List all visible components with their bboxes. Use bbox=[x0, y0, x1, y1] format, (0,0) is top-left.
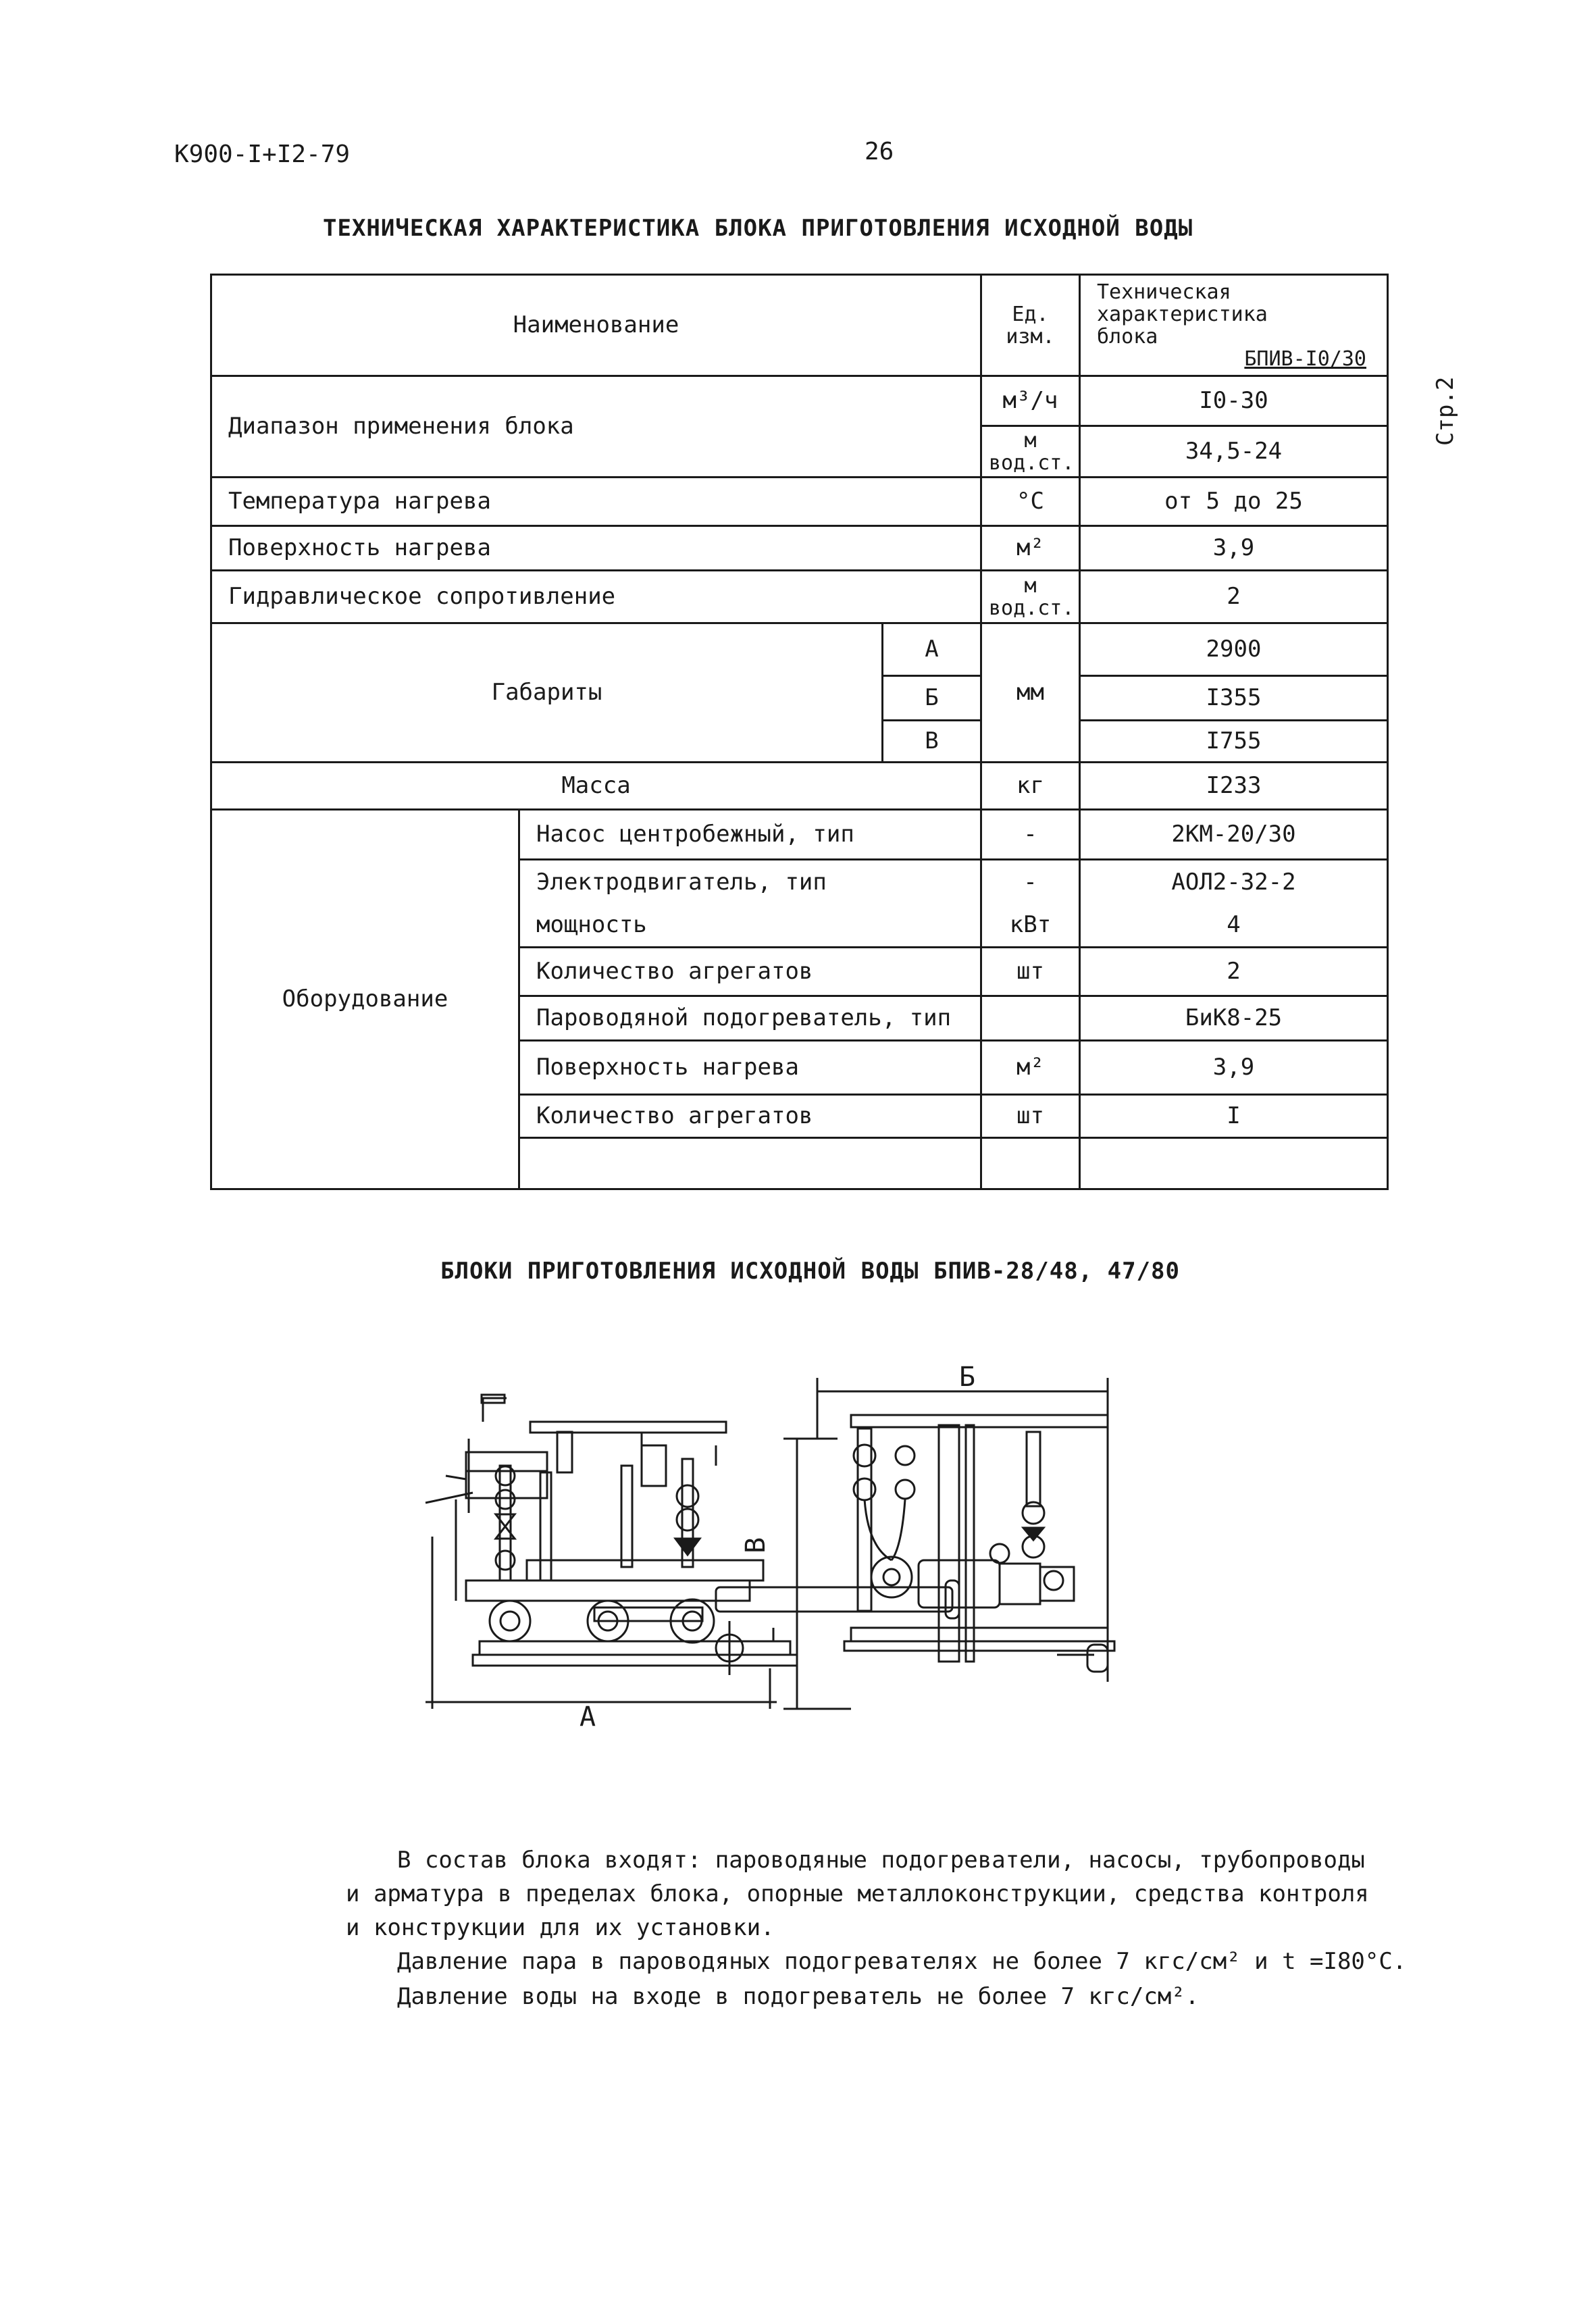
front-view-drawing bbox=[783, 1378, 1114, 1709]
equip-label: Оборудование bbox=[211, 810, 519, 1189]
dimension-label-a: А bbox=[580, 1701, 596, 1732]
table-row bbox=[211, 376, 1388, 426]
heater-count-value: I bbox=[1080, 1095, 1388, 1138]
technical-drawing bbox=[243, 1358, 1148, 1736]
dims-a-label: А bbox=[883, 623, 981, 676]
units-count-label: Количество агрегатов bbox=[519, 948, 981, 996]
dims-unit: мм bbox=[981, 623, 1080, 763]
empty-cell bbox=[981, 1138, 1080, 1189]
page-number: 26 bbox=[865, 138, 894, 165]
table-row bbox=[211, 763, 1388, 810]
section-subtitle: БЛОКИ ПРИГОТОВЛЕНИЯ ИСХОДНОЙ ВОДЫ БПИВ-28/48, 47/80 bbox=[440, 1258, 1180, 1285]
heater-surface-unit: м² bbox=[981, 1041, 1080, 1095]
mass-unit: кг bbox=[981, 763, 1080, 810]
dimension-label-v: В bbox=[740, 1537, 771, 1553]
hydraulic-label: Гидравлическое сопротивление bbox=[211, 571, 981, 623]
empty-cell bbox=[1080, 1138, 1388, 1189]
heater-label: Пароводяной подогреватель, тип bbox=[519, 996, 981, 1041]
table-row bbox=[211, 571, 1388, 623]
heater-value: БиК8-25 bbox=[1080, 996, 1388, 1041]
header-spec-text: Техническая характеристика блока bbox=[1097, 280, 1268, 349]
body-line-5: Давление воды на входе в подогреватель не более 7 кгс/см². bbox=[397, 1983, 1200, 2010]
temp-value: от 5 до 25 bbox=[1080, 478, 1388, 526]
power-label: мощность bbox=[519, 904, 981, 948]
heater-surface-label: Поверхность нагрева bbox=[519, 1041, 981, 1095]
temp-unit: °C bbox=[981, 478, 1080, 526]
mass-label: Масса bbox=[211, 763, 981, 810]
range-unit-1: м³/ч bbox=[981, 376, 1080, 426]
range-unit-2: м вод.ст. bbox=[981, 426, 1080, 478]
dimension-label-b: Б bbox=[959, 1362, 976, 1393]
empty-cell bbox=[519, 1138, 981, 1189]
header-spec bbox=[1080, 275, 1388, 376]
table-row bbox=[211, 526, 1388, 571]
side-view-drawing bbox=[426, 1395, 959, 1709]
units-count-value: 2 bbox=[1080, 948, 1388, 996]
body-line-2: и арматура в пределах блока, опорные металлоконструкции, средства контроля bbox=[346, 1880, 1369, 1907]
table-row bbox=[211, 478, 1388, 526]
range-label: Диапазон применения блока bbox=[211, 376, 981, 478]
motor-value: АОЛ2-32-2 bbox=[1080, 860, 1388, 904]
header-spec-model: БПИВ-I0/30 bbox=[1244, 347, 1366, 371]
heater-count-unit: шт bbox=[981, 1095, 1080, 1138]
power-unit: кВт bbox=[981, 904, 1080, 948]
units-count-unit: шт bbox=[981, 948, 1080, 996]
hydraulic-unit: м вод.ст. bbox=[981, 571, 1080, 623]
heater-surface-value: 3,9 bbox=[1080, 1041, 1388, 1095]
motor-label: Электродвигатель, тип bbox=[519, 860, 981, 904]
document-code: К900-I+I2-79 bbox=[174, 140, 351, 168]
surface-label: Поверхность нагрева bbox=[211, 526, 981, 571]
power-value: 4 bbox=[1080, 904, 1388, 948]
dims-b-value: I355 bbox=[1080, 676, 1388, 721]
header-name: Наименование bbox=[211, 275, 981, 376]
pump-value: 2КМ-20/30 bbox=[1080, 810, 1388, 860]
dims-v-label: В bbox=[883, 721, 981, 763]
table-header-row bbox=[211, 275, 1388, 376]
mass-value: I233 bbox=[1080, 763, 1388, 810]
heater-unit bbox=[981, 996, 1080, 1041]
temp-label: Температура нагрева bbox=[211, 478, 981, 526]
surface-value: 3,9 bbox=[1080, 526, 1388, 571]
table-row bbox=[211, 623, 1388, 676]
motor-unit: - bbox=[981, 860, 1080, 904]
dims-a-value: 2900 bbox=[1080, 623, 1388, 676]
hydraulic-value: 2 bbox=[1080, 571, 1388, 623]
pump-unit: - bbox=[981, 810, 1080, 860]
range-value-2: 34,5-24 bbox=[1080, 426, 1388, 478]
pump-label: Насос центробежный, тип bbox=[519, 810, 981, 860]
heater-count-label: Количество агрегатов bbox=[519, 1095, 981, 1138]
range-value-1: I0-30 bbox=[1080, 376, 1388, 426]
surface-unit: м² bbox=[981, 526, 1080, 571]
spec-table bbox=[210, 274, 1389, 1190]
dims-label: Габариты bbox=[211, 623, 883, 763]
body-line-4: Давление пара в пароводяных подогревателях не более 7 кгс/см² и t =I80°С. bbox=[397, 1948, 1407, 1975]
table-row bbox=[211, 810, 1388, 860]
dims-v-value: I755 bbox=[1080, 721, 1388, 763]
body-line-3: и конструкции для их установки. bbox=[346, 1914, 775, 1941]
side-page-label: Стр.2 bbox=[1432, 376, 1459, 446]
body-line-1: В состав блока входят: пароводяные подогреватели, насосы, трубопроводы bbox=[397, 1847, 1365, 1874]
header-unit: Ед. изм. bbox=[981, 275, 1080, 376]
page-title: ТЕХНИЧЕСКАЯ ХАРАКТЕРИСТИКА БЛОКА ПРИГОТОВЛЕНИЯ ИСХОДНОЙ ВОДЫ bbox=[323, 215, 1193, 242]
dims-b-label: Б bbox=[883, 676, 981, 721]
